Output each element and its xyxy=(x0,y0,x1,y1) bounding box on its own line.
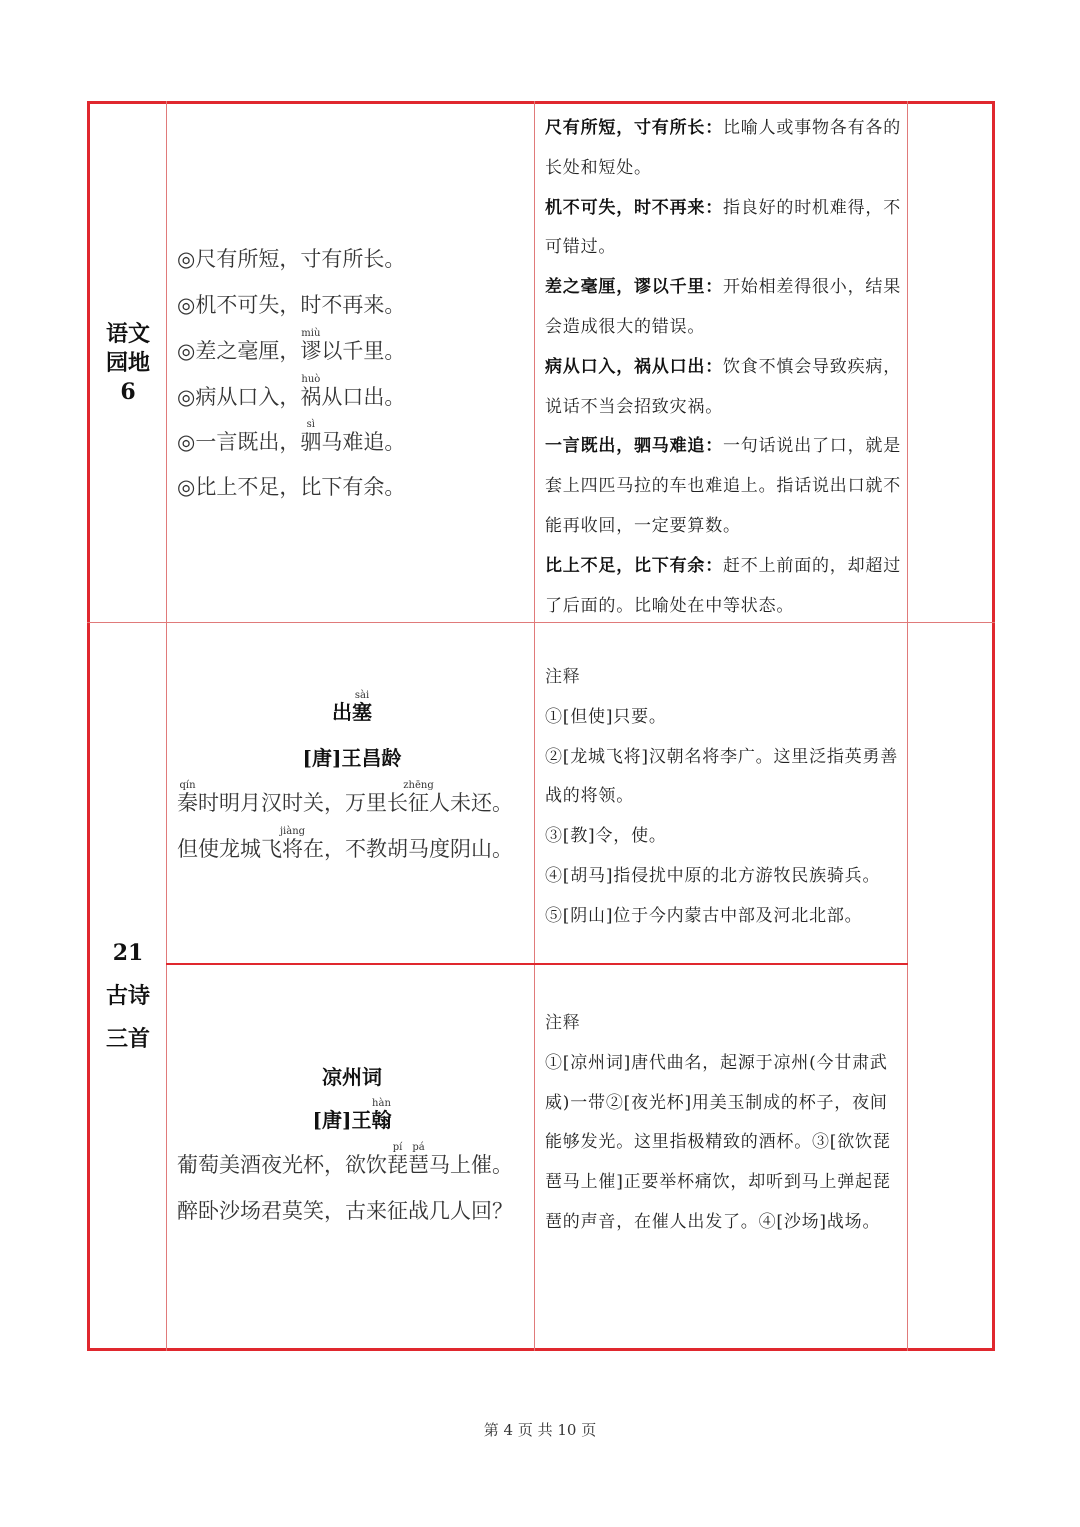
saying-item: ◎尺有所短，寸有所长。 xyxy=(177,247,406,271)
poem-line: 但使龙城飞将jiàng在，不教胡马度阴山。 xyxy=(177,826,513,861)
row-divider xyxy=(166,963,908,965)
saying-item: ◎病从口入，祸huò从口出。 xyxy=(177,373,406,409)
note-item: ①[但使]只要。 xyxy=(545,706,667,727)
poem-author: [唐]王翰hàn xyxy=(312,1098,392,1132)
poem-liangzhouci xyxy=(177,1058,527,1234)
poem-liangzhouci-notes xyxy=(545,1004,901,1243)
note-item: ①[凉州词]唐代曲名，起源于凉州(今甘肃武威)一带②[夜光杯]用美玉制成的杯子，夜间能够发光。这里指极精致的酒杯。③[欲饮琵琶马上催]正要举杯痛饮，却听到马上弹起琵琶的声音，在催人出发了。④[沙场]战场。 xyxy=(545,1052,891,1232)
column-divider xyxy=(166,101,167,1351)
explanation-item: 机不可失，时不再来：指良好的时机难得，不可错过。 xyxy=(545,197,901,258)
note-item: ③[教]令，使。 xyxy=(545,826,667,847)
sayings-list xyxy=(177,237,527,510)
explanation-item: 病从口入，祸从口出：饮食不慎会导致疾病，说话不当会招致灾祸。 xyxy=(545,356,901,417)
lesson-label-gushi-sanshou: 21 古诗 三首 xyxy=(105,940,150,1052)
saying-item: ◎一言既出，驷sì马难追。 xyxy=(177,419,406,454)
explanation-item: 差之毫厘，谬以千里：开始相差得很小，结果会造成很大的错误。 xyxy=(545,277,901,337)
lesson-label-yuwen-yuandi: 语文 园地 6 xyxy=(105,321,150,405)
column-divider xyxy=(534,101,535,1351)
explanation-item: 尺有所短，寸有所长：比喻人或事物各有各的长处和短处。 xyxy=(545,118,901,178)
poem-line: 醉卧沙场君莫笑，古来征战几人回？ xyxy=(177,1199,513,1223)
poem-author: [唐]王昌龄 xyxy=(302,746,402,770)
column-divider xyxy=(907,101,908,1351)
explanation-item: 一言既出，驷马难追：一句话说出了口，就是套上四匹马拉的车也难追上。指话说出口就不能再收回，一定要算数。 xyxy=(545,436,901,536)
poem-line: 秦qín时明月汉时关，万里长征zhēng人未还。 xyxy=(177,780,513,815)
notes-label: 注释 xyxy=(545,667,581,687)
poem-chusai xyxy=(177,690,527,872)
saying-item: ◎差之毫厘，谬miù以千里。 xyxy=(177,328,406,363)
poem-title: 出塞sài xyxy=(332,690,372,724)
notes-label: 注释 xyxy=(545,1013,581,1033)
note-item: ⑤[阴山]位于今内蒙古中部及河北北部。 xyxy=(545,905,863,926)
saying-item: ◎机不可失，时不再来。 xyxy=(177,292,406,317)
saying-item: ◎比上不足，比下有余。 xyxy=(177,474,406,499)
sayings-explanations xyxy=(545,109,901,626)
note-item: ②[龙城飞将]汉朝名将李广。这里泛指英勇善战的将领。 xyxy=(545,746,899,807)
page-number: 第 4 页 共 10 页 xyxy=(483,1421,597,1439)
poem-title: 凉州词 xyxy=(322,1065,382,1089)
note-item: ④[胡马]指侵扰中原的北方游牧民族骑兵。 xyxy=(545,865,881,886)
poem-chusai-notes xyxy=(545,658,901,937)
poem-line: 葡萄美酒夜光杯，欲饮琵pí琶pá马上催。 xyxy=(177,1142,513,1177)
explanation-item: 比上不足，比下有余：赶不上前面的，却超过了后面的。比喻处在中等状态。 xyxy=(545,555,901,616)
